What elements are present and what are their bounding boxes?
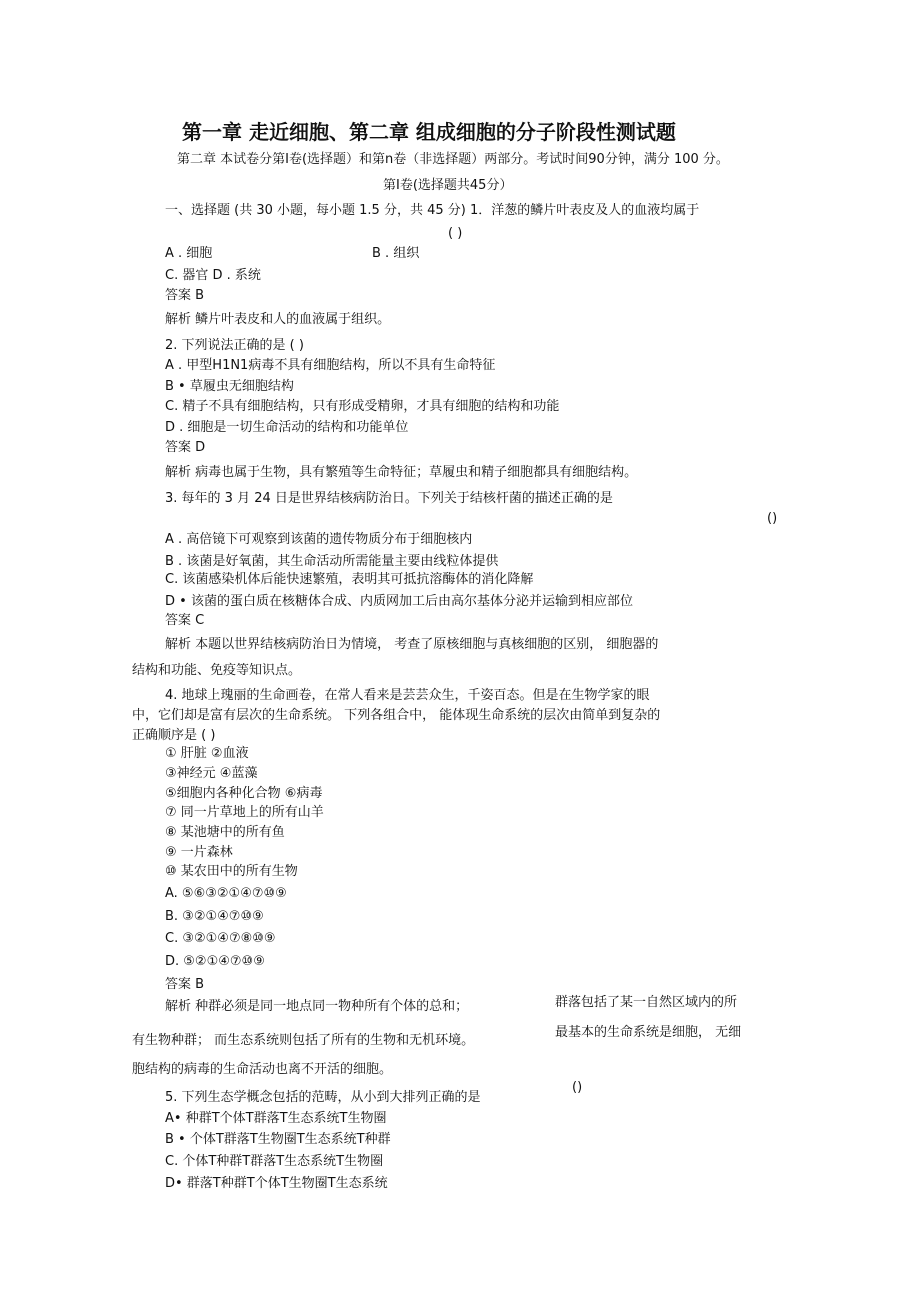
option-a: A• 种群T个体T群落T生态系统T生物圈 [165,1111,387,1126]
option-d: D. ⑤②①④⑦⑩⑨ [165,954,265,969]
option-a: A . 细胞 [165,246,213,261]
option-c: C. 精子不具有细胞结构，只有形成受精卵，才具有细胞的结构和功能 [165,399,560,414]
section-heading: 一、选择题 (共 30 小题，每小题 1.5 分，共 45 分) 1．洋葱的鳞片叶表皮及人的血液均属于 [165,203,700,218]
option-c: C. 个体T种群T群落T生态系统T生物圈 [165,1154,384,1169]
document-title: 第一章 走近细胞、第二章 组成细胞的分子阶段性测试题 [182,120,676,144]
analysis-text: 最基本的生命系统是细胞， 无细 [555,1025,742,1040]
question-stem: 4. 地球上瑰丽的生命画卷，在常人看来是芸芸众生，千姿百态。但是在生物学家的眼 [165,688,650,703]
question-stem: 中，它们却是富有层次的生命系统。 下列各组合中， 能体现生命系统的层次由简单到复杂的 [132,708,661,723]
answer-text: 答案 D [165,440,206,455]
analysis-text: 胞结构的病毒的生命活动也离不开活的细胞。 [132,1062,393,1077]
option-d: D• 群落T种群T个体T生物圈T生态系统 [165,1176,388,1191]
list-item: ⑧ 某池塘中的所有鱼 [165,825,285,840]
option-d: D . 细胞是一切生命活动的结构和功能单位 [165,420,409,435]
option-c-d: C. 器官 D . 系统 [165,268,261,283]
option-b: B . 组织 [372,246,420,261]
question-stem: 3. 每年的 3 月 24 日是世界结核病防治日。下列关于结核杆菌的描述正确的是 [165,491,613,506]
answer-text: 答案 B [165,288,205,303]
option-a: A . 甲型H1N1病毒不具有细胞结构，所以不具有生命特征 [165,358,496,373]
option-d: D • 该菌的蛋白质在核糖体合成、内质网加工后由高尔基体分泌并运输到相应部位 [165,594,633,609]
list-item: ① 肝脏 ②血液 [165,746,249,761]
analysis-text: 解析 鳞片叶表皮和人的血液属于组织。 [165,312,391,327]
list-item: ⑩ 某农田中的所有生物 [165,864,298,879]
option-c: C. 该菌感染机体后能快速繁殖，表明其可抵抗溶酶体的消化降解 [165,572,534,587]
answer-blank: () [572,1080,583,1095]
option-a: A . 高倍镜下可观察到该菌的遗传物质分布于细胞核内 [165,532,473,547]
answer-text: 答案 B [165,977,205,992]
list-item: ⑨ 一片森林 [165,845,233,860]
list-item: ③神经元 ④蓝藻 [165,766,258,781]
option-b: B • 草履虫无细胞结构 [165,379,294,394]
analysis-text: 解析 种群必须是同一地点同一物种所有个体的总和； [165,999,469,1014]
analysis-text: 结构和功能、免疫等知识点。 [132,663,302,678]
answer-text: 答案 C [165,613,205,628]
analysis-text: 群落包括了某一自然区域内的所 [555,995,738,1010]
answer-blank: ( ) [448,226,463,241]
question-stem: 2. 下列说法正确的是 ( ) [165,338,304,353]
part-heading: 第Ⅰ卷(选择题共45分） [383,178,513,193]
question-stem: 5. 下列生态学概念包括的范畴，从小到大排列正确的是 [165,1090,481,1105]
analysis-text: 有生物种群； 而生态系统则包括了所有的生物和无机环境。 [132,1033,475,1048]
analysis-text: 解析 本题以世界结核病防治日为情境， 考查了原核细胞与真核细胞的区别， 细胞器的 [165,637,659,652]
analysis-text: 解析 病毒也属于生物，具有繁殖等生命特征；草履虫和精子细胞都具有细胞结构。 [165,465,638,480]
option-a: A. ⑤⑥③②①④⑦⑩⑨ [165,886,287,901]
option-b: B • 个体T群落T生物圈T生态系统T种群 [165,1132,391,1147]
answer-blank: () [767,511,778,526]
option-b: B. ③②①④⑦⑩⑨ [165,909,264,924]
intro-text: 第二章 本试卷分第Ⅰ卷(选择题）和第n卷（非选择题）两部分。考试时间90分钟，满分 100 分。 [177,152,729,167]
list-item: ⑤细胞内各种化合物 ⑥病毒 [165,786,323,801]
option-b: B . 该菌是好氧菌，其生命活动所需能量主要由线粒体提供 [165,554,499,569]
question-stem: 正确顺序是 ( ) [132,728,216,743]
list-item: ⑦ 同一片草地上的所有山羊 [165,805,324,820]
option-c: C. ③②①④⑦⑧⑩⑨ [165,931,276,946]
